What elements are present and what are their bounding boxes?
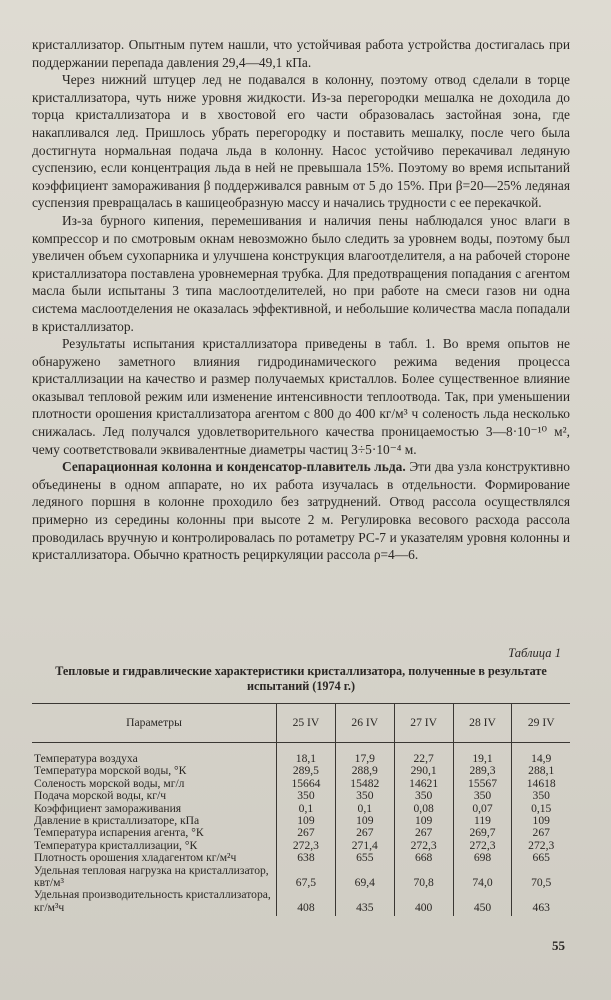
value-cell: 0,07 <box>453 803 512 815</box>
value-cell: 18,1 <box>277 753 336 765</box>
value-cell: 0,08 <box>394 803 453 815</box>
param-cell: Соленость морской воды, мг/л <box>34 776 185 790</box>
param-cell: Удельная тепловая нагрузка на кристаллизатор, квт/м³ <box>34 863 269 890</box>
value-cell: 272,3 <box>512 840 570 852</box>
column-header: Параметры <box>32 704 277 743</box>
param-cell: Температура воздуха <box>34 752 138 765</box>
value-cell: 74,0 <box>453 865 512 890</box>
section-text: Эти два узла конструктивно объединены в одном аппарате, но их работа изучалась в отдельности. Формирование ледяного поршня в колонне проходило без затруднений. Отвод рассола осуществлялся примерно из середины колонны при высоте 2 м. Регулировка весового расхода рассола проводилась вручную и контролировалась по ротаметру РС-7 и указателям уровня колонны и кристаллизатора. Обычно кратность рециркуляции рассола ρ=4—6. <box>32 459 570 563</box>
value-cell: 119 <box>453 815 512 827</box>
value-cell: 289,5 <box>277 765 336 777</box>
paragraph: Результаты испытания кристаллизатора приведены в табл. 1. Во время опытов не обнаружено заметного влияния гидродинамического режима ведения процесса кристаллизации на качество и размер получаемых кристаллов. Более существенное влияние оказывал тепловой режим или изменение интенсивности теплоотвода. Так, при уменьшении плотности орошения кристаллизатора агентом с 800 до 400 кг/м³ ч соленость льда несколько снижалась. Лед получался удовлетворительного качества проницаемостью 3—8·10⁻¹⁰ м², чему соответствовали эквивалентные диаметры частиц 3÷5·10⁻⁴ м. <box>32 336 570 457</box>
column-header: 26 IV <box>335 704 394 743</box>
value-cell: 271,4 <box>335 840 394 852</box>
column-header: 29 IV <box>512 704 570 743</box>
value-cell: 408 <box>277 889 336 916</box>
section-heading: Сепарационная колонна и конденсатор-плавитель льда. <box>62 459 406 475</box>
param-cell: Коэффициент замораживания <box>34 801 182 815</box>
value-cell: 70,8 <box>394 865 453 890</box>
value-cell: 0,1 <box>277 803 336 815</box>
value-cell: 698 <box>453 852 512 864</box>
value-cell: 350 <box>335 790 394 802</box>
value-cell: 109 <box>335 815 394 827</box>
param-cell: Температура испарения агента, °К <box>34 826 204 840</box>
value-cell: 400 <box>394 889 453 916</box>
value-cell: 15482 <box>335 778 394 790</box>
value-cell: 350 <box>277 790 336 802</box>
value-cell: 15664 <box>277 778 336 790</box>
value-cell: 14,9 <box>512 753 570 765</box>
value-cell: 15567 <box>453 778 512 790</box>
table-row <box>32 865 570 890</box>
value-cell: 267 <box>335 827 394 839</box>
column-header: 27 IV <box>394 704 453 743</box>
param-cell: Давление в кристаллизаторе, кПа <box>34 814 200 828</box>
paragraph: Из-за бурного кипения, перемешивания и наличия пены наблюдался унос влаги в компрессор и по смотровым окнам невозможно было следить за уровнем воды, поэтому был увеличен объем сухопарника и улучшена конструкция влагоотделителя, а на рабочей стороне кристаллизатора поставлена уровнемерная трубка. Для предотвращения попадания с агентом масла были испытаны 3 типа маслоотделителей, но при работе на смеси газов ни одна система маслоотделения не оказалась эффективной, и небольшие количества масла попадали в кристаллизатор. <box>32 212 570 334</box>
table-caption: Тепловые и гидравлические характеристики кристаллизатора, полученные в результате испытаний (1974 г.) <box>55 664 547 693</box>
value-cell: 267 <box>394 827 453 839</box>
value-cell: 272,3 <box>394 840 453 852</box>
value-cell: 288,1 <box>512 765 570 777</box>
value-cell: 655 <box>335 852 394 864</box>
table-label: Таблица 1 <box>508 646 561 660</box>
value-cell: 638 <box>277 852 336 864</box>
param-cell: Плотность орошения хладагентом кг/м²ч <box>34 851 237 865</box>
value-cell: 70,5 <box>512 865 570 890</box>
value-cell: 17,9 <box>335 753 394 765</box>
paragraph: Через нижний штуцер лед не подавался в колонну, поэтому отвод сделали в торце кристаллизатора, чуть ниже уровня жидкости. Из-за перегородки мешалка не доходила до торца кристаллизатора и в хвостовой его части образовалась застойная зона, где накапливался лед. Пришлось убрать перегородку и поставить мешалку, после чего была достигнута нормальная подача льда в колонну. Насос устойчиво перекачивал ледяную суспензию, если концентрация льда в ней не превышала 15%. Поэтому во время испытаний коэффициент замораживания β поддерживался равным от 5 до 15%. При β=20—25% ледяная суспензия превращалась в кашицеобразную массу и начались трудности с ее перекачкой. <box>32 72 570 211</box>
value-cell: 267 <box>277 827 336 839</box>
value-cell: 290,1 <box>394 765 453 777</box>
value-cell: 0,15 <box>512 803 570 815</box>
value-cell: 350 <box>512 790 570 802</box>
value-cell: 14621 <box>394 778 453 790</box>
table-row <box>32 765 570 777</box>
value-cell: 19,1 <box>453 753 512 765</box>
column-header: 28 IV <box>453 704 512 743</box>
section-paragraph <box>32 458 570 564</box>
param-cell: Температура морской воды, °К <box>34 764 187 778</box>
value-cell: 269,7 <box>453 827 512 839</box>
value-cell: 109 <box>394 815 453 827</box>
value-cell: 288,9 <box>335 765 394 777</box>
value-cell: 463 <box>512 889 570 916</box>
body-text <box>32 36 570 564</box>
table-row <box>32 889 570 916</box>
value-cell: 109 <box>277 815 336 827</box>
value-cell: 272,3 <box>277 840 336 852</box>
table-row <box>32 827 570 839</box>
paragraph: кристаллизатор. Опытным путем нашли, что устойчивая работа устройства достигалась при поддержании перепада давления 29,4—49,1 кПа. <box>32 37 570 70</box>
value-cell: 22,7 <box>394 753 453 765</box>
value-cell: 289,3 <box>453 765 512 777</box>
param-cell: Удельная производительность кристаллизатора, кг/м³ч <box>34 888 271 914</box>
value-cell: 67,5 <box>277 865 336 890</box>
value-cell: 267 <box>512 827 570 839</box>
value-cell: 665 <box>512 852 570 864</box>
value-cell: 272,3 <box>453 840 512 852</box>
value-cell: 109 <box>512 815 570 827</box>
value-cell: 668 <box>394 852 453 864</box>
value-cell: 435 <box>335 889 394 916</box>
param-cell: Температура кристаллизации, °К <box>34 838 198 852</box>
value-cell: 350 <box>453 790 512 802</box>
data-table <box>32 703 570 916</box>
value-cell: 14618 <box>512 778 570 790</box>
page-number: 55 <box>552 938 565 953</box>
column-header: 25 IV <box>277 704 336 743</box>
table-row <box>32 852 570 864</box>
table-body <box>32 743 570 917</box>
param-cell: Подача морской воды, кг/ч <box>34 789 167 803</box>
value-cell: 450 <box>453 889 512 916</box>
value-cell: 350 <box>394 790 453 802</box>
value-cell: 69,4 <box>335 865 394 890</box>
table-row <box>32 790 570 802</box>
value-cell: 0,1 <box>335 803 394 815</box>
table-header-row <box>32 704 570 743</box>
